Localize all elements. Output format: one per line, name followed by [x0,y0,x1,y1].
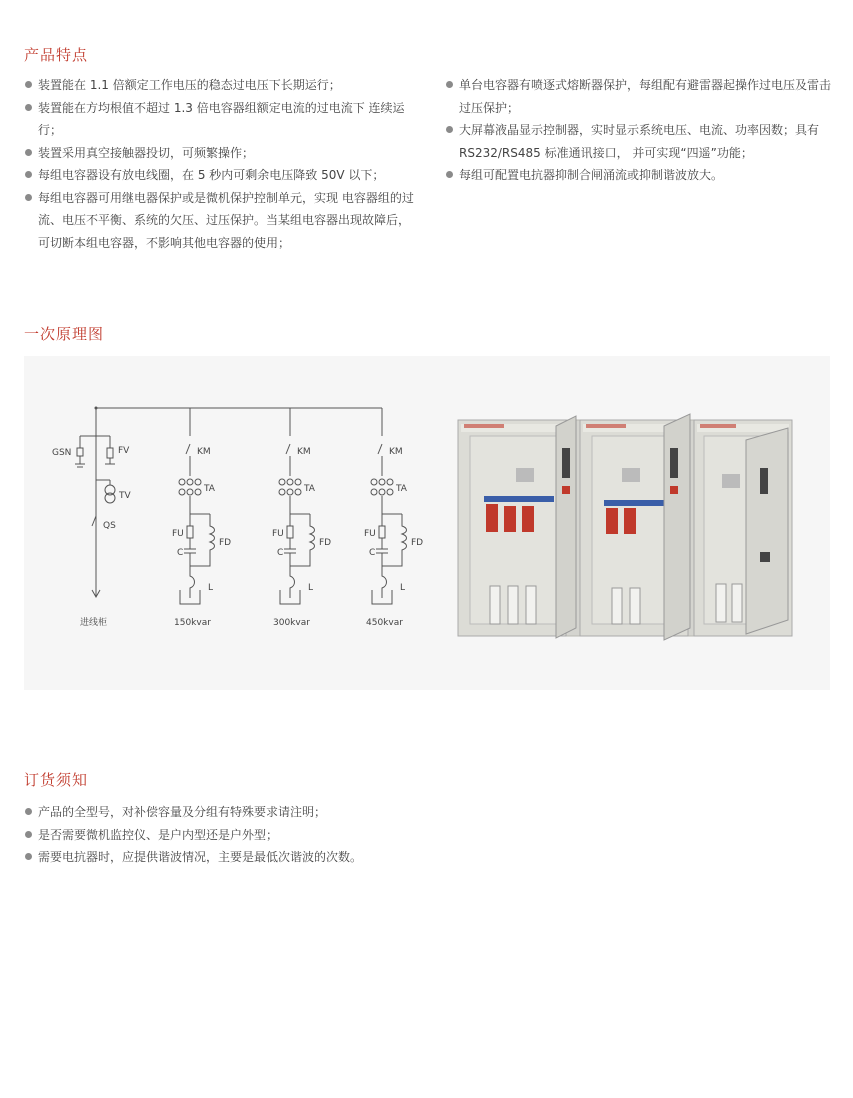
bullet-icon [25,81,32,88]
list-item: 装置采用真空接触器投切，可频繁操作； [24,142,416,165]
list-item: 每组电容器设有放电线圈，在 5 秒内可剩余电压降致 50V 以下； [24,164,416,187]
cabinet-door-3 [746,428,788,634]
cabinet-photo [24,356,830,690]
label-l: L [308,583,314,593]
ordering-list [24,801,524,869]
label-ta: TA [204,484,215,494]
label-qs: QS [103,521,116,531]
caption-incoming: 进线柜 [80,618,108,628]
list-item: 装置能在 1.1 倍额定工作电压的稳态过电压下长期运行； [24,74,416,97]
label-ta: TA [304,484,315,494]
list-item: 是否需要微机监控仪、是户内型还是户外型； [24,824,524,847]
label-gsn: GSN [52,448,72,458]
bullet-icon [25,149,32,156]
list-item: 装置能在方均根值不超过 1.3 倍电容器组额定电流的过电流下 连续运行； [24,97,416,142]
list-item: 每组电容器可用继电器保护或是微机保护控制单元，实现 电容器组的过流、电压不平衡、系统的欠压、过压保护。当某组电容器出现故障后，可切断本组电容器，不影响其他电容器的使用； [24,187,416,255]
ordering-title: 订货须知 [24,771,89,789]
label-l: L [208,583,214,593]
label-l: L [400,583,406,593]
label-fu: FU [172,529,184,539]
label-fd: FD [319,538,332,548]
list-item: 单台电容器有喷逐式熔断器保护，每组配有避雷器起操作过电压及雷击过压保护； [445,74,837,119]
bullet-icon [25,171,32,178]
caption-branch: 450kvar [366,618,403,628]
label-km: KM [297,447,311,457]
cabinet-1 [458,420,566,636]
cabinet-door-2 [664,414,690,640]
label-c: C [277,548,284,558]
list-item: 产品的全型号，对补偿容量及分组有特殊要求请注明； [24,801,524,824]
label-fu: FU [272,529,284,539]
label-tv: TV [119,491,131,501]
label-ta: TA [396,484,407,494]
label-fd: FD [219,538,232,548]
caption-branch: 300kvar [273,618,310,628]
label-c: C [177,548,184,558]
diagram-panel [24,356,830,690]
features-left-list [24,74,416,254]
bullet-icon [25,853,32,860]
bullet-icon [446,126,453,133]
label-fv: FV [118,446,130,456]
label-c: C [369,548,376,558]
bullet-icon [25,831,32,838]
bullet-icon [25,808,32,815]
label-km: KM [197,447,211,457]
list-item: 每组可配置电抗器抑制合闸涌流或抑制谐波放大。 [445,164,837,187]
list-item: 大屏幕液晶显示控制器，实时显示系统电压、电流、功率因数；具有 RS232/RS485 标准通讯接口， 并可实现“四遥”功能； [445,119,837,164]
features-right-list [445,74,837,187]
bullet-icon [446,81,453,88]
diagram-title: 一次原理图 [24,325,105,343]
label-fu: FU [364,529,376,539]
label-km: KM [389,447,403,457]
list-item: 需要电抗器时，应提供谐波情况，主要是最低次谐波的次数。 [24,846,524,869]
label-fd: FD [411,538,424,548]
features-title: 产品特点 [24,46,89,64]
bullet-icon [446,171,453,178]
caption-branch: 150kvar [174,618,211,628]
cabinet-door-1 [556,416,576,638]
bullet-icon [25,104,32,111]
bullet-icon [25,194,32,201]
